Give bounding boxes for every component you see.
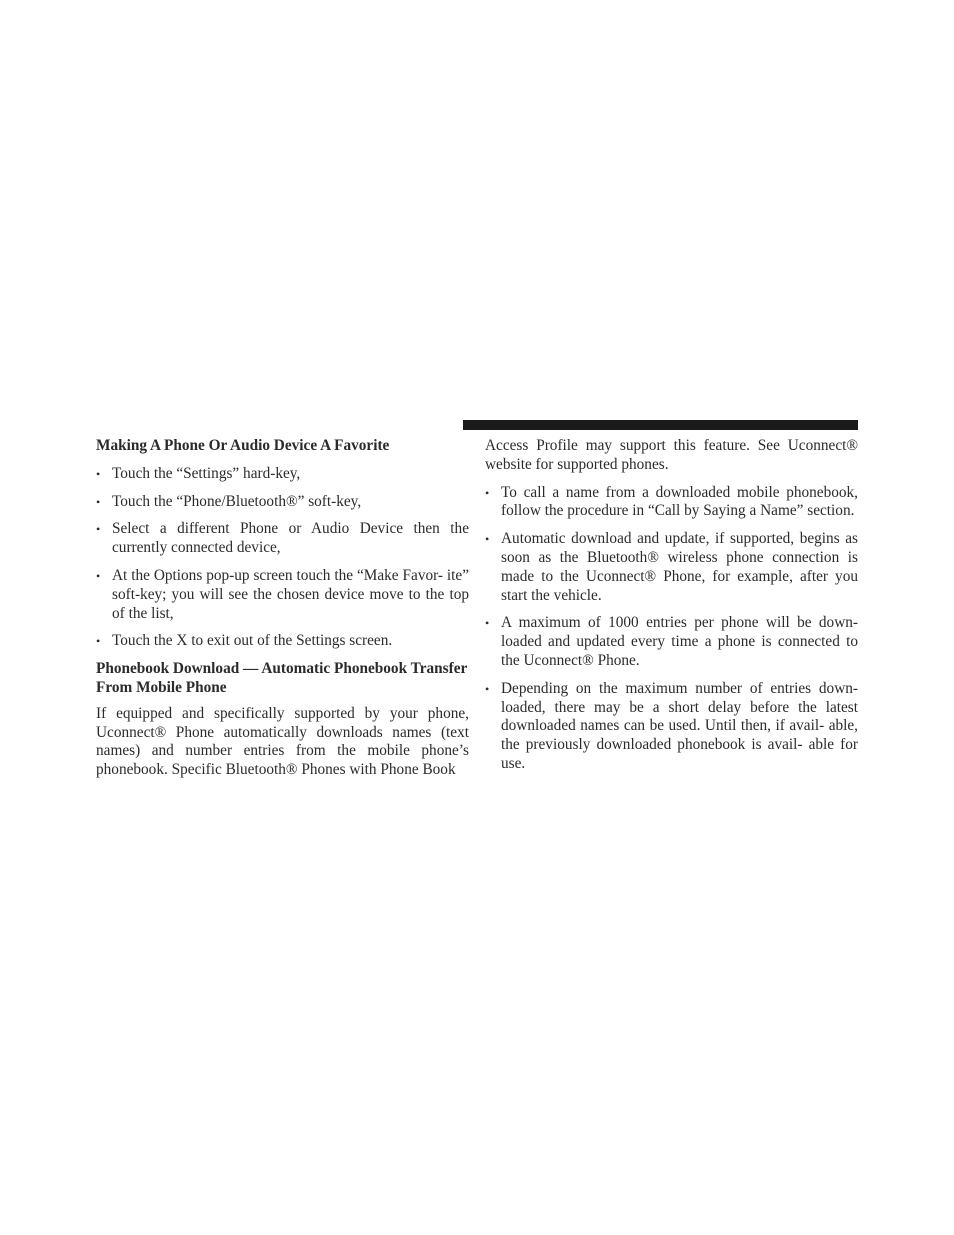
bullet-icon: • <box>485 485 490 500</box>
list-item: • Automatic download and update, if supported, begins as soon as the Bluetooth® wireless phone connection is made to the Uconnect® Phone, for example, after you start the vehicle. <box>485 530 858 604</box>
left-column <box>96 437 469 780</box>
section-heading-favorite: Making A Phone Or Audio Device A Favorite <box>96 437 390 454</box>
bullet-icon: • <box>485 616 490 631</box>
list-item: • Touch the X to exit out of the Settings screen. <box>96 632 393 650</box>
right-column <box>485 437 858 774</box>
phonebook-paragraph: If equipped and specifically supported by your phone, Uconnect® Phone automatically downloads names (text names) and number entries from the mobile phone’s phonebook. Specific Bluetooth® Phones with Phone Book <box>96 704 469 779</box>
list-item: • To call a name from a downloaded mobile phonebook, follow the procedure in “Call by Saying a Name” section. <box>485 483 858 520</box>
list-item: • Touch the “Settings” hard-key, <box>96 464 301 482</box>
favorite-steps-list <box>96 465 469 651</box>
bullet-icon: • <box>485 532 490 547</box>
bullet-icon: • <box>96 634 101 649</box>
bullet-icon: • <box>96 494 101 509</box>
continued-paragraph: Access Profile may support this feature. See Uconnect® website for supported phones. <box>485 437 858 473</box>
list-item: • Depending on the maximum number of entries down- loaded, there may be a short delay before the latest downloaded names can be used. Until then, if avail- able, the previously downloaded phonebook is avail- able for use. <box>485 679 858 772</box>
list-item: • Select a different Phone or Audio Device then the currently connected device, <box>96 520 469 557</box>
list-item: • At the Options pop-up screen touch the “Make Favor- ite” soft-key; you will see the chosen device move to the top of the list, <box>96 566 469 622</box>
list-item: • A maximum of 1000 entries per phone will be down- loaded and updated every time a phone is connected to the Uconnect® Phone. <box>485 614 858 669</box>
bullet-icon: • <box>96 522 101 537</box>
bullet-icon: • <box>96 466 101 481</box>
section-heading-phonebook: Phonebook Download — Automatic Phonebook Transfer From Mobile Phone <box>96 660 468 696</box>
bullet-icon: • <box>96 568 101 583</box>
section-header-bar <box>463 420 858 430</box>
phonebook-notes-list <box>485 484 858 774</box>
bullet-icon: • <box>485 681 490 696</box>
list-item: • Touch the “Phone/Bluetooth®” soft-key, <box>96 492 362 510</box>
